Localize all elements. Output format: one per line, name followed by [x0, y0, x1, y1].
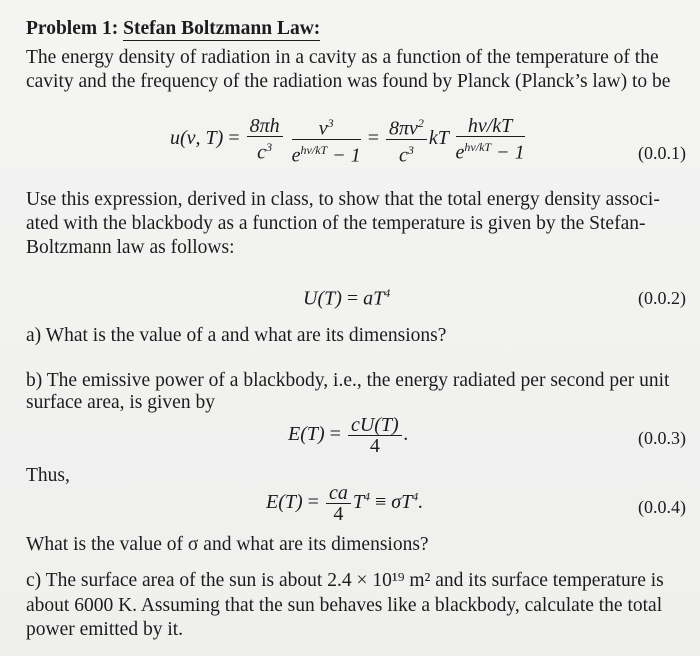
question-c-line-3: power emitted by it.: [26, 619, 184, 640]
thus-label: Thus,: [26, 465, 70, 486]
question-c-line-2: about 6000 K. Assuming that the sun behaves like a blackbody, calculate the total: [26, 595, 663, 616]
equation-number-2: (0.0.2): [638, 288, 686, 308]
problem-name: Stefan Boltzmann Law:: [123, 18, 321, 39]
question-c-line-1: c) The surface area of the sun is about 2.4 × 10¹⁹ m² and its surface temperature is: [26, 570, 664, 591]
problem-title: [26, 18, 320, 40]
stefan-boltzmann-equation: $U(T) = aT^4$: [303, 286, 391, 310]
planck-equation: u(ν, T) = $\frac{8\pi h}{c^3}$ $\frac{\nu^3}{e^{h\nu/kT} - 1}$ = $\frac{8\pi\nu^2}{c^3}$ kT $\frac{h\nu/kT}{e^{h\nu/kT} - 1}$: [170, 114, 525, 167]
equation-number-1: (0.0.1): [638, 143, 686, 163]
use-line-3: Boltzmann law as follows:: [26, 237, 235, 258]
use-line-1: Use this expression, derived in class, to show that the total energy density associ-: [26, 189, 660, 210]
sigma-question: What is the value of σ and what are its dimensions?: [26, 534, 429, 555]
sigma-equation: E(T) = $\frac{ca}{4}$ $T^4 \equiv \sigma T^4$.: [266, 482, 424, 525]
question-b-line-1: b) The emissive power of a blackbody, i.e., the energy radiated per second per unit: [26, 370, 670, 391]
equation-number-4: (0.0.4): [638, 497, 686, 517]
intro-line-1: The energy density of radiation in a cavity as a function of the temperature of the: [26, 47, 659, 68]
question-b-line-2: surface area, is given by: [26, 392, 215, 413]
emissive-power-equation: E(T) = $\frac{cU(T)}{4}$ .: [288, 414, 409, 457]
use-line-2: ated with the blackbody as a function of the temperature is given by the Stefan-: [26, 213, 646, 234]
question-a: a) What is the value of a and what are its dimensions?: [26, 325, 447, 346]
equation-number-3: (0.0.3): [638, 428, 686, 448]
problem-label: Problem 1:: [26, 18, 119, 39]
intro-line-2: cavity and the frequency of the radiation was found by Planck (Planck’s law) to be: [26, 71, 671, 92]
